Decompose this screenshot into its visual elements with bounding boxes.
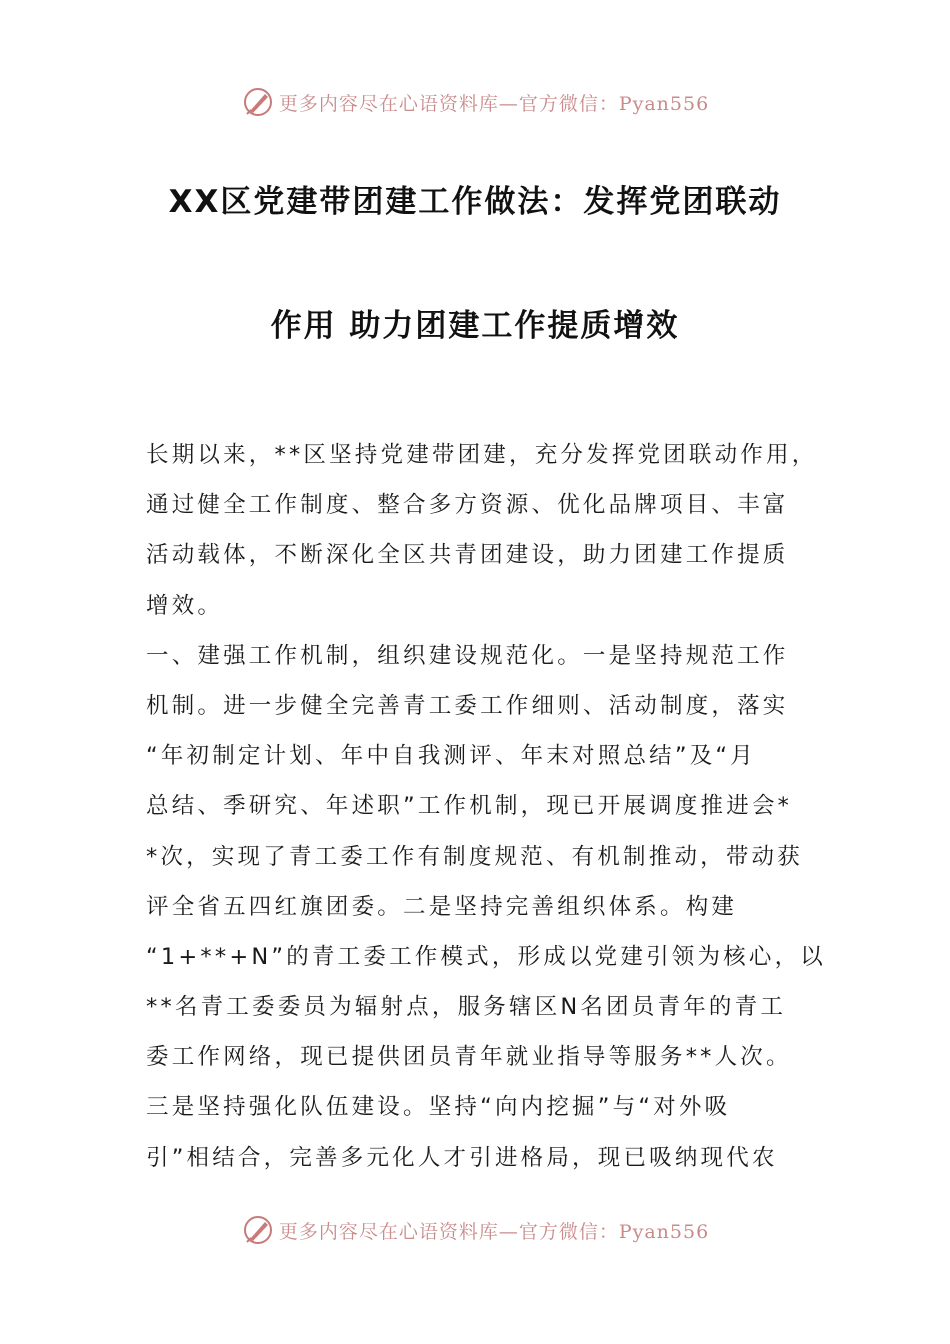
watermark-text: 更多内容尽在心语资料库—官方微信：Pyan556 (278, 92, 710, 115)
pen-circle-logo-icon (241, 1213, 275, 1247)
document-body (146, 430, 826, 1183)
body-line: 委工作网络，现已提供团员青年就业指导等服务**人次。 (146, 1044, 792, 1071)
header-watermark (0, 82, 950, 122)
document-title-line-1: XX区党建带团建工作做法：发挥党团联动 (168, 184, 782, 220)
body-line: “年初制定计划、年中自我测评、年末对照总结”及“月 (146, 743, 756, 770)
body-line: 一、建强工作机制，组织建设规范化。一是坚持规范工作 (146, 642, 789, 669)
body-line: *次，实现了青工委工作有制度规范、有机制推动，带动获 (146, 843, 803, 870)
body-line: 活动载体，不断深化全区共青团建设，助力团建工作提质 (146, 542, 789, 569)
body-line: 引”相结合，完善多元化人才引进格局，现已吸纳现代农 (146, 1144, 778, 1171)
footer-watermark (0, 1210, 950, 1250)
document-title-line-2: 作用 助力团建工作提质增效 (270, 308, 680, 344)
body-line: 评全省五四红旗团委。二是坚持完善组织体系。构建 (146, 893, 738, 920)
body-line: “1+**+N”的青工委工作模式，形成以党建引领为核心，以 (146, 943, 826, 970)
body-line: 通过健全工作制度、整合多方资源、优化品牌项目、丰富 (146, 492, 789, 519)
watermark-text: 更多内容尽在心语资料库—官方微信：Pyan556 (278, 1220, 710, 1243)
body-line: 三是坚持强化队伍建设。坚持“向内挖掘”与“对外吸 (146, 1094, 731, 1121)
body-line: 增效。 (146, 592, 224, 619)
body-line: 总结、季研究、年述职”工作机制，现已开展调度推进会* (146, 793, 793, 820)
body-line: **名青工委委员为辐射点，服务辖区N名团员青年的青工 (146, 994, 787, 1021)
body-line: 长期以来，**区坚持党建带团建，充分发挥党团联动作用， (146, 442, 818, 468)
body-line: 机制。进一步健全完善青工委工作细则、活动制度，落实 (146, 692, 789, 719)
pen-circle-logo-icon (241, 85, 275, 119)
